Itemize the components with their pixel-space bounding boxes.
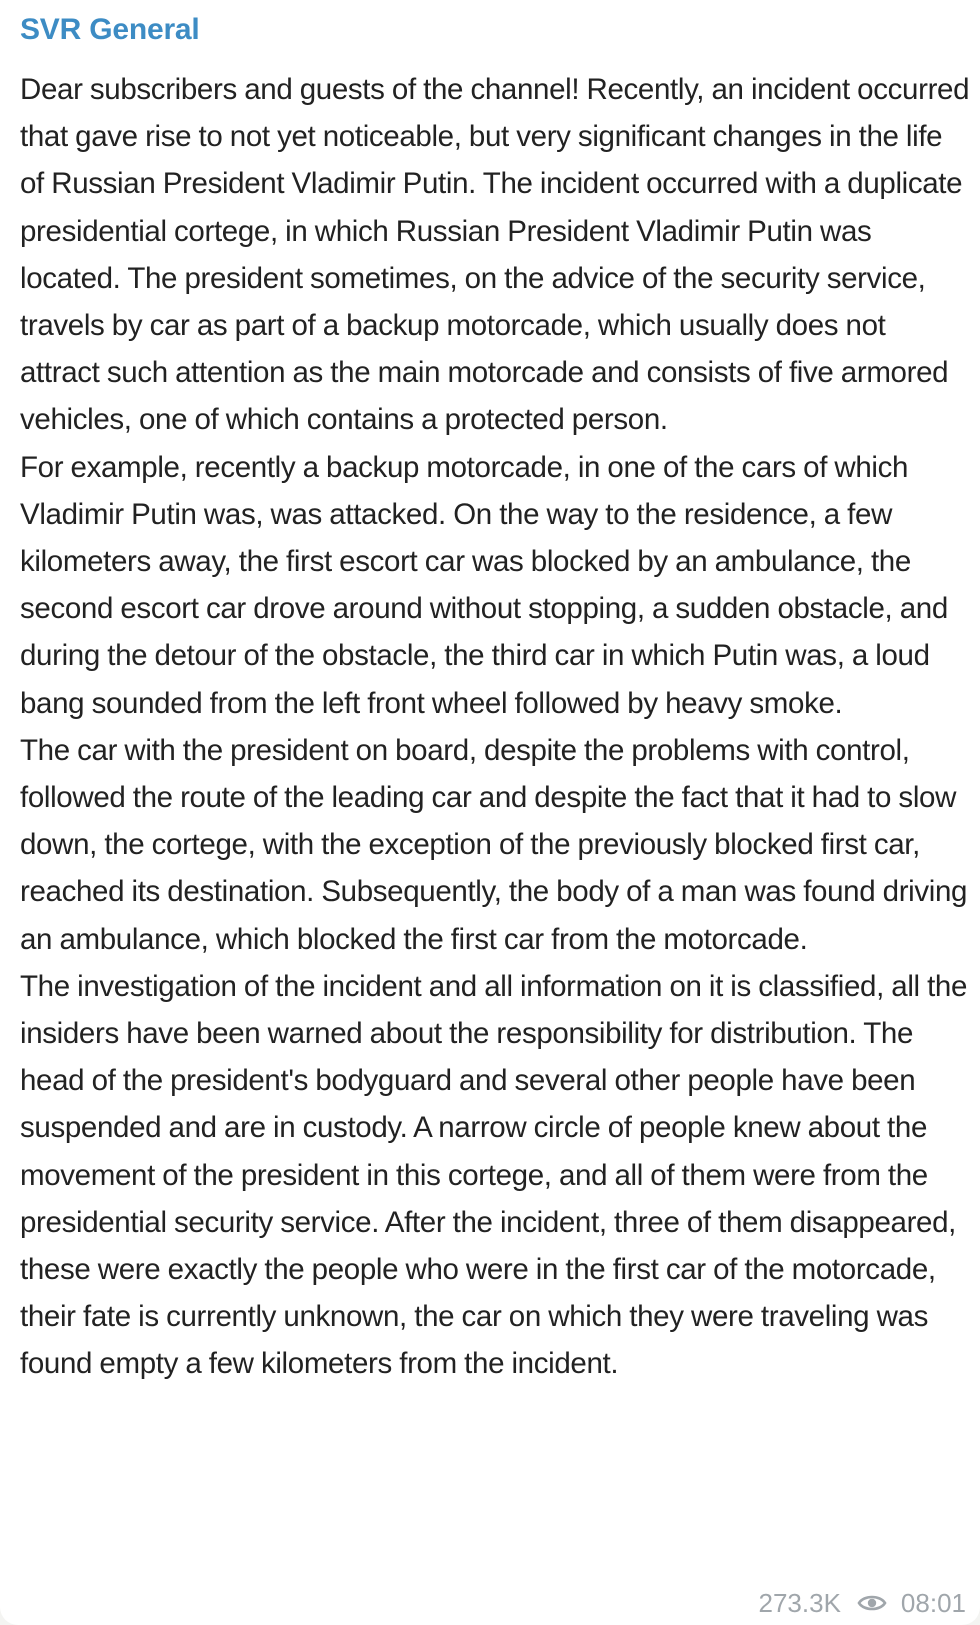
message-time: 08:01 (900, 1587, 966, 1618)
message-meta (759, 1585, 966, 1621)
message-text (20, 66, 970, 1388)
views-count: 273.3K (758, 1587, 841, 1618)
message-paragraph-1: Dear subscribers and guests of the channel! Recently, an incident occurred that gave rise to not yet noticeable, but very significant changes in the life of Russian President Vladimir Putin. The incident occurred with a duplicate presidential cortege, in which Russian President Vladimir Putin was located. The president sometimes, on the advice of the security service, travels by car as part of a backup motorcade, which usually does not attract such attention as the main motorcade and consists of five armored vehicles, one of which contains a protected person. (20, 73, 970, 437)
channel-name[interactable]: SVR General (20, 13, 200, 46)
eye-icon (855, 1590, 889, 1616)
message-paragraph-4: The investigation of the incident and all information on it is classified, all the insiders have been warned about the responsibility for distribution. The head of the president's bodyguard and several other people have been suspended and are in custody. A narrow circle of people knew about the movement of the president in this cortege, and all of them were from the presidential security service. After the incident, three of them disappeared, these were exactly the people who were in the first car of the motorcade, their fate is currently unknown, the car on which they were traveling was found empty a few kilometers from the incident. (20, 969, 968, 1381)
message-paragraph-3: The car with the president on board, despite the problems with control, followed the route of the leading car and despite the fact that it had to slow down, the cortege, with the exception of the previously blocked first car, reached its destination. Subsequently, the body of a man was found driving an ambulance, which blocked the first car from the motorcade. (20, 733, 968, 956)
message-paragraph-2: For example, recently a backup motorcade, in one of the cars of which Vladimir Putin was, was attacked. On the way to the residence, a few kilometers away, the first escort car was blocked by an ambulance, the second escort car drove around without stopping, a sudden obstacle, and during the detour of the obstacle, the third car in which Putin was, a loud bang sounded from the left front wheel followed by heavy smoke. (20, 450, 948, 720)
